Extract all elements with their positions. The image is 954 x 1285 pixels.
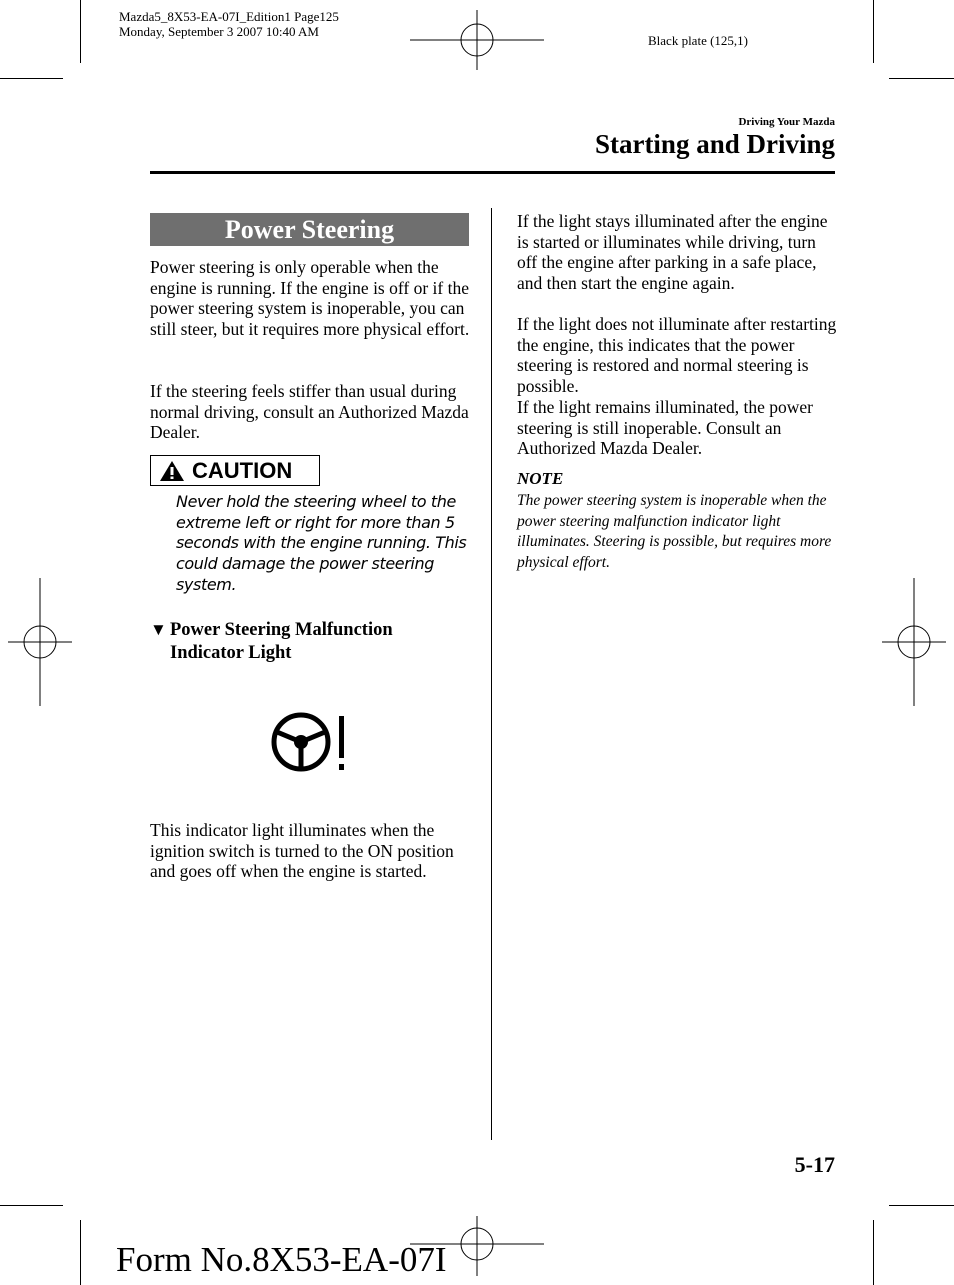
light-remains-paragraph: If the light remains illuminated, the power steering is still inoperable. Consult an Authorized Mazda Dealer.: [517, 397, 813, 459]
registration-target-icon: [8, 578, 72, 706]
subsection-heading-line2: Indicator Light: [170, 643, 292, 663]
registration-target-icon: [882, 578, 946, 706]
light-off-paragraph: If the light does not illuminate after restarting the engine, this indicates that the power steering is restored and normal steering is possible.: [517, 314, 837, 397]
topic-title: Power Steering: [150, 213, 469, 246]
page-number: 5-17: [794, 1152, 835, 1177]
print-meta-line2: Monday, September 3 2007 10:40 AM: [119, 24, 319, 39]
indicator-paragraph: This indicator light illuminates when the ignition switch is turned to the ON position and goes off when the engine is started.: [150, 820, 454, 882]
column-divider: [491, 208, 492, 1140]
section-category: Driving Your Mazda: [738, 116, 835, 128]
print-metadata: [119, 9, 339, 39]
caution-header: [150, 455, 320, 486]
form-number: Form No.8X53-EA-07I: [116, 1240, 447, 1279]
registration-target-icon: [410, 10, 544, 70]
print-meta-line1: Mazda5_8X53-EA-07I_Edition1 Page125: [119, 9, 339, 24]
stiff-steering-paragraph: If the steering feels stiffer than usual during normal driving, consult an Authorized Mazda Dealer.: [150, 381, 469, 443]
caution-text: Never hold the steering wheel to the extreme left or right for more than 5 seconds with the engine running. This could damage the power steering system.: [176, 492, 467, 594]
section-title: Starting and Driving: [594, 129, 835, 159]
down-triangle-icon: ▼: [150, 620, 167, 639]
light-stays-paragraph: If the light stays illuminated after the engine is started or illuminates while driving, turn off the engine after parking in a safe place, and then start the engine again.: [517, 211, 828, 294]
note-text: The power steering system is inoperable when the power steering malfunction indicator light illuminates. Steering is possible, but requires more physical effort.: [517, 492, 832, 572]
plate-label: Black plate (125,1): [648, 33, 748, 48]
header-rule: [150, 171, 835, 174]
subsection-heading-line1: Power Steering Malfunction: [170, 620, 393, 640]
intro-paragraph: Power steering is only operable when the engine is running. If the engine is off or if the power steering system is inoperable, you can still steer, but it requires more physical effort.: [150, 257, 470, 340]
warning-triangle-icon: [158, 459, 186, 483]
power-steering-warning-icon: [268, 712, 358, 776]
note-label: NOTE: [517, 469, 564, 488]
caution-label: CAUTION: [192, 457, 293, 483]
subsection-heading: [150, 618, 393, 665]
